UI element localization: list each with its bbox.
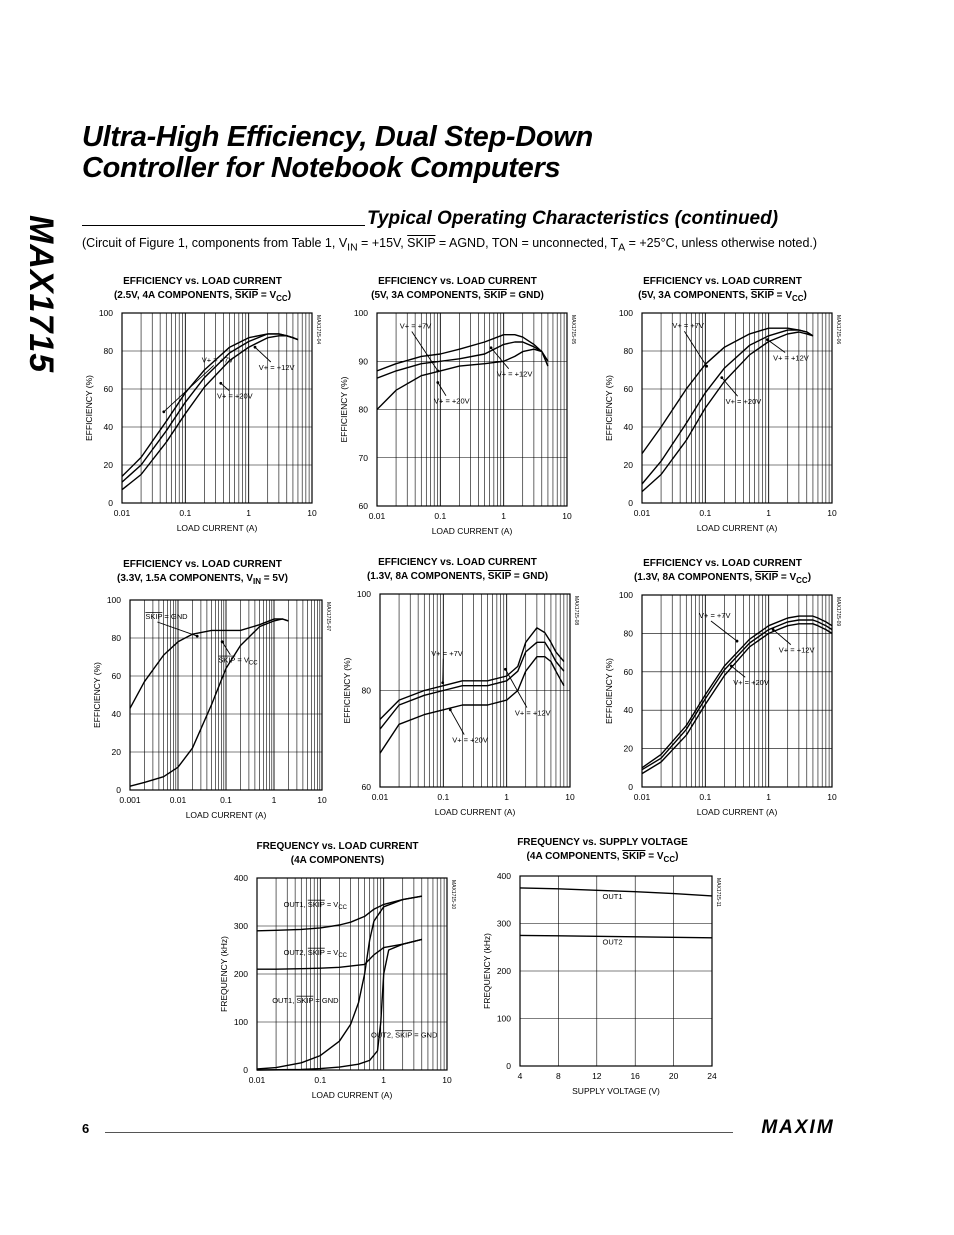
annotation-arrow [443,659,444,683]
x-tick-label: 10 [317,795,327,805]
y-tick-label: 80 [361,685,371,696]
figure-code: MAX1715-07 [325,602,331,632]
cond-skip: SKIP [407,236,436,250]
x-tick-label: 24 [707,1071,717,1081]
annotation-arrowhead [720,376,723,379]
y-tick-label: 40 [623,705,633,716]
chart-title: FREQUENCY vs. SUPPLY VOLTAGE [517,837,688,848]
annotation-arrow [255,347,271,362]
annotation-label: V+ = +12V [778,645,815,655]
chart-title: EFFICIENCY vs. LOAD CURRENT [123,276,282,287]
y-tick-label: 70 [358,452,368,463]
x-tick-label: 1 [766,792,772,802]
annotation-label: OUT1 [602,891,623,901]
chart-plot-c3 [600,275,845,549]
chart-plot-c2 [335,275,580,552]
y-tick-label: 100 [618,590,633,600]
chart-title: EFFICIENCY vs. LOAD CURRENT [643,276,802,287]
grid [380,594,570,787]
y-tick-label: 0 [243,1065,248,1075]
cond-part: = +25°C, unless otherwise noted.) [625,236,818,250]
y-tick-label: 0 [116,785,121,795]
figure-code: MAX1715-05 [570,315,576,345]
chart-c2 [335,275,580,552]
plot-frame [122,313,312,503]
y-tick-label: 0 [628,498,633,508]
annotation-label: V+ = +7V [431,648,463,658]
x-axis-label: LOAD CURRENT (A) [434,807,516,817]
x-tick-label: 0.1 [699,508,712,518]
y-axis-label: EFFICIENCY (%) [604,658,614,724]
annotation-arrowhead [490,346,493,349]
y-tick-label: 100 [618,308,633,318]
chart-plot-c6 [600,557,845,833]
x-tick-label: 4 [517,1071,523,1081]
test-conditions [82,236,817,254]
chart-subtitle: (3.3V, 1.5A COMPONENTS, $V_{IN} = 5V$) [117,573,288,586]
annotation-label: V+ = +20V [733,678,769,688]
annotation-arrowhead [196,635,199,638]
side-part-number: MAX1715 [22,215,60,374]
y-axis-label: EFFICIENCY (%) [604,375,614,441]
annotation-arrowhead [441,681,444,684]
y-tick-label: 20 [623,743,633,754]
y-tick-label: 90 [358,356,368,367]
y-tick-label: 60 [623,384,633,394]
series-line-0 [642,328,813,453]
y-tick-label: 60 [358,501,368,511]
x-axis-label: LOAD CURRENT (A) [696,807,778,817]
grid [122,313,312,503]
chart-c6 [600,557,845,833]
figure-code: MAX1715-09 [835,597,841,627]
x-tick-label: 1 [504,792,510,802]
grid [377,313,567,506]
series-line-0 [130,619,288,708]
x-axis-label: LOAD CURRENT (A) [311,1090,393,1100]
y-tick-label: 20 [111,747,121,757]
annotation-arrow [773,630,791,645]
chart-subtitle: (1.3V, 8A COMPONENTS, SKIP = GND) [366,571,549,582]
annotation-arrowhead [449,708,452,711]
x-tick-label: 0.01 [633,792,651,802]
y-axis-label: EFFICIENCY (%) [342,657,352,724]
x-tick-label: 0.01 [633,508,651,518]
figure-code: MAX1715-08 [573,596,579,626]
x-tick-label: 10 [562,511,572,521]
x-tick-label: 0.01 [113,508,131,518]
y-axis-label: EFFICIENCY (%) [339,376,349,443]
y-tick-label: 400 [233,873,248,883]
x-tick-label: 0.1 [699,792,712,802]
y-tick-label: 300 [496,918,511,929]
annotation-label: V+ = +7V [201,355,234,365]
annotation-arrowhead [736,640,739,643]
y-tick-label: 100 [233,1017,248,1027]
annotation-label: V+ = +7V [699,611,731,621]
y-tick-label: 100 [98,308,113,318]
footer-rule [105,1132,733,1133]
chart-title: EFFICIENCY vs. LOAD CURRENT [643,558,802,569]
annotation-label: SKIP = $V_{CC}$ [218,655,258,667]
y-tick-label: 0 [108,498,113,508]
x-axis-label: SUPPLY VOLTAGE (V) [572,1086,660,1096]
figure-code: MAX1715-10 [450,880,456,910]
figure-code: MAX1715-06 [835,315,841,345]
page-number: 6 [82,1121,90,1136]
section-rule [82,225,365,226]
cond-part: = +15V, [357,236,408,250]
series-line-1 [130,619,288,786]
annotation-label: V+ = +20V [725,397,762,407]
annotation-arrowhead [705,365,708,368]
chart-plot-c7 [215,840,460,1116]
y-tick-label: 80 [623,346,633,356]
annotation-arrowhead [504,668,507,671]
chart-c3 [600,275,845,549]
x-axis-label: LOAD CURRENT (A) [185,810,267,820]
chart-title: FREQUENCY vs. LOAD CURRENT [256,841,419,852]
annotation-label: V+ = +7V [672,321,704,331]
y-tick-label: 40 [623,422,633,432]
annotation-label: OUT2, SKIP = GND [371,1030,438,1040]
annotation-label: V+ = +12V [258,363,295,372]
cond-sub: A [618,242,626,254]
y-tick-label: 100 [356,589,371,599]
figure-code: MAX1715-11 [715,878,721,907]
y-tick-label: 20 [103,460,113,470]
chart-subtitle: (5V, 3A COMPONENTS, SKIP = $V_{CC}$) [638,290,807,303]
x-tick-label: 1 [271,795,277,805]
chart-c7 [215,840,460,1116]
y-tick-label: 300 [233,921,248,931]
grid [130,600,322,790]
annotation-arrow [438,382,446,395]
annotation-arrowhead [436,370,439,373]
x-tick-label: 1 [501,511,507,521]
annotation-arrowhead [221,640,224,643]
figure-code: MAX1715-04 [315,315,321,345]
y-tick-label: 20 [623,460,633,470]
y-tick-label: 100 [353,308,368,318]
annotation-arrow [711,621,737,641]
annotation-arrowhead [772,628,775,631]
grid [642,313,832,503]
title-line-1: Ultra-High Efficiency, Dual Step-Down [82,121,593,153]
plot-frame [642,313,832,503]
y-tick-label: 0 [628,782,633,792]
chart-plot-c5 [335,556,580,833]
y-tick-label: 80 [111,633,121,643]
y-tick-label: 100 [106,595,121,605]
y-tick-label: 60 [623,666,633,677]
y-tick-label: 0 [506,1061,511,1071]
chart-subtitle: (2.5V, 4A COMPONENTS, SKIP = $V_{CC}$) [113,290,292,303]
annotation-arrow [221,383,229,390]
annotation-label: OUT2, SKIP = $V_{CC}$ [283,947,347,959]
x-tick-label: 1 [246,508,252,518]
chart-subtitle: (4A COMPONENTS, SKIP = $V_{CC}$) [526,851,679,864]
maxim-logo [742,1117,854,1138]
title-line-2: Controller for Notebook Computers [82,152,561,184]
y-tick-label: 60 [361,782,371,792]
x-tick-label: 1 [381,1075,387,1085]
x-tick-label: 0.1 [179,508,192,518]
y-tick-label: 80 [623,628,633,639]
chart-plot-c8 [480,836,725,1112]
annotation-arrowhead [219,382,222,385]
y-axis-label: EFFICIENCY (%) [84,375,94,441]
x-tick-label: 16 [630,1071,640,1081]
y-tick-label: 100 [496,1013,511,1024]
x-axis-label: LOAD CURRENT (A) [431,526,513,536]
chart-title: EFFICIENCY vs. LOAD CURRENT [123,559,282,570]
x-tick-label: 0.001 [119,795,141,805]
annotation-arrowhead [730,665,733,668]
chart-subtitle: (4A COMPONENTS) [290,855,385,866]
x-tick-label: 0.1 [437,792,450,802]
y-tick-label: 60 [111,671,121,681]
x-tick-label: 0.01 [368,511,386,521]
annotation-label: OUT1, SKIP = GND [272,995,339,1005]
x-tick-label: 1 [766,508,772,518]
annotation-arrowhead [162,410,165,413]
x-tick-label: 0.01 [248,1075,266,1085]
x-tick-label: 0.1 [314,1075,327,1085]
chart-plot-c4 [80,558,331,836]
y-tick-label: 60 [103,384,113,394]
y-tick-label: 80 [103,346,113,356]
annotation-label: V+ = +12V [496,369,533,379]
maxim-logo-text: MAXIM [761,1117,835,1138]
x-tick-label: 0.01 [371,792,389,802]
chart-title: EFFICIENCY vs. LOAD CURRENT [378,276,537,287]
y-tick-label: 200 [233,969,248,979]
annotation-label: V+ = +20V [452,735,488,745]
x-tick-label: 20 [668,1071,679,1081]
x-axis-label: LOAD CURRENT (A) [696,523,778,533]
y-tick-label: 200 [496,966,511,976]
x-tick-label: 0.1 [434,511,447,521]
annotation-arrow [767,340,785,353]
x-axis-label: LOAD CURRENT (A) [176,523,258,533]
page-title [82,122,593,184]
annotation-label: OUT2 [602,937,623,947]
x-tick-label: 0.01 [169,795,187,805]
chart-c4 [80,558,331,836]
y-tick-label: 40 [111,709,121,719]
cond-sub: IN [347,242,358,254]
x-tick-label: 0.1 [220,795,232,805]
cond-part: (Circuit of Figure 1, components from Table 1, V [82,236,348,250]
annotation-label: SKIP = GND [145,612,188,621]
annotation-label: V+ = +20V [217,391,253,401]
grid [520,876,712,1066]
y-axis-label: EFFICIENCY (%) [92,662,102,728]
annotation-label: V+ = +7V [399,321,432,331]
x-tick-label: 8 [556,1071,561,1081]
annotation-label: V+ = +12V [514,708,551,718]
annotation-label: OUT1, SKIP = $V_{CC}$ [283,899,347,911]
x-tick-label: 10 [827,792,837,802]
annotation-arrowhead [254,346,257,349]
y-tick-label: 40 [103,422,113,432]
chart-subtitle: (5V, 3A COMPONENTS, SKIP = GND) [371,290,544,301]
x-tick-label: 10 [827,508,837,518]
annotation-label: V+ = +12V [773,353,809,363]
y-axis-label: FREQUENCY (kHz) [482,933,492,1009]
y-tick-label: 80 [358,404,368,415]
cond-part: = AGND, TON = unconnected, T [435,236,619,250]
chart-c8 [480,836,725,1112]
y-axis-label: FREQUENCY (kHz) [219,936,229,1012]
chart-plot-c1 [80,275,325,549]
section-heading: Typical Operating Characteristics (continued) [367,208,779,229]
annotation-arrowhead [766,338,769,341]
x-tick-label: 12 [592,1071,602,1081]
chart-title: EFFICIENCY vs. LOAD CURRENT [378,557,537,568]
chart-c5 [335,556,580,833]
x-tick-label: 10 [307,508,317,518]
chart-subtitle: (1.3V, 8A COMPONENTS, SKIP = $V_{CC}$) [633,572,812,585]
series-line-0 [642,616,832,768]
annotation-arrowhead [436,381,439,384]
y-tick-label: 400 [496,871,511,881]
x-tick-label: 10 [565,792,575,802]
annotation-label: V+ = +20V [434,396,470,406]
x-tick-label: 10 [442,1075,452,1085]
chart-c1 [80,275,325,549]
